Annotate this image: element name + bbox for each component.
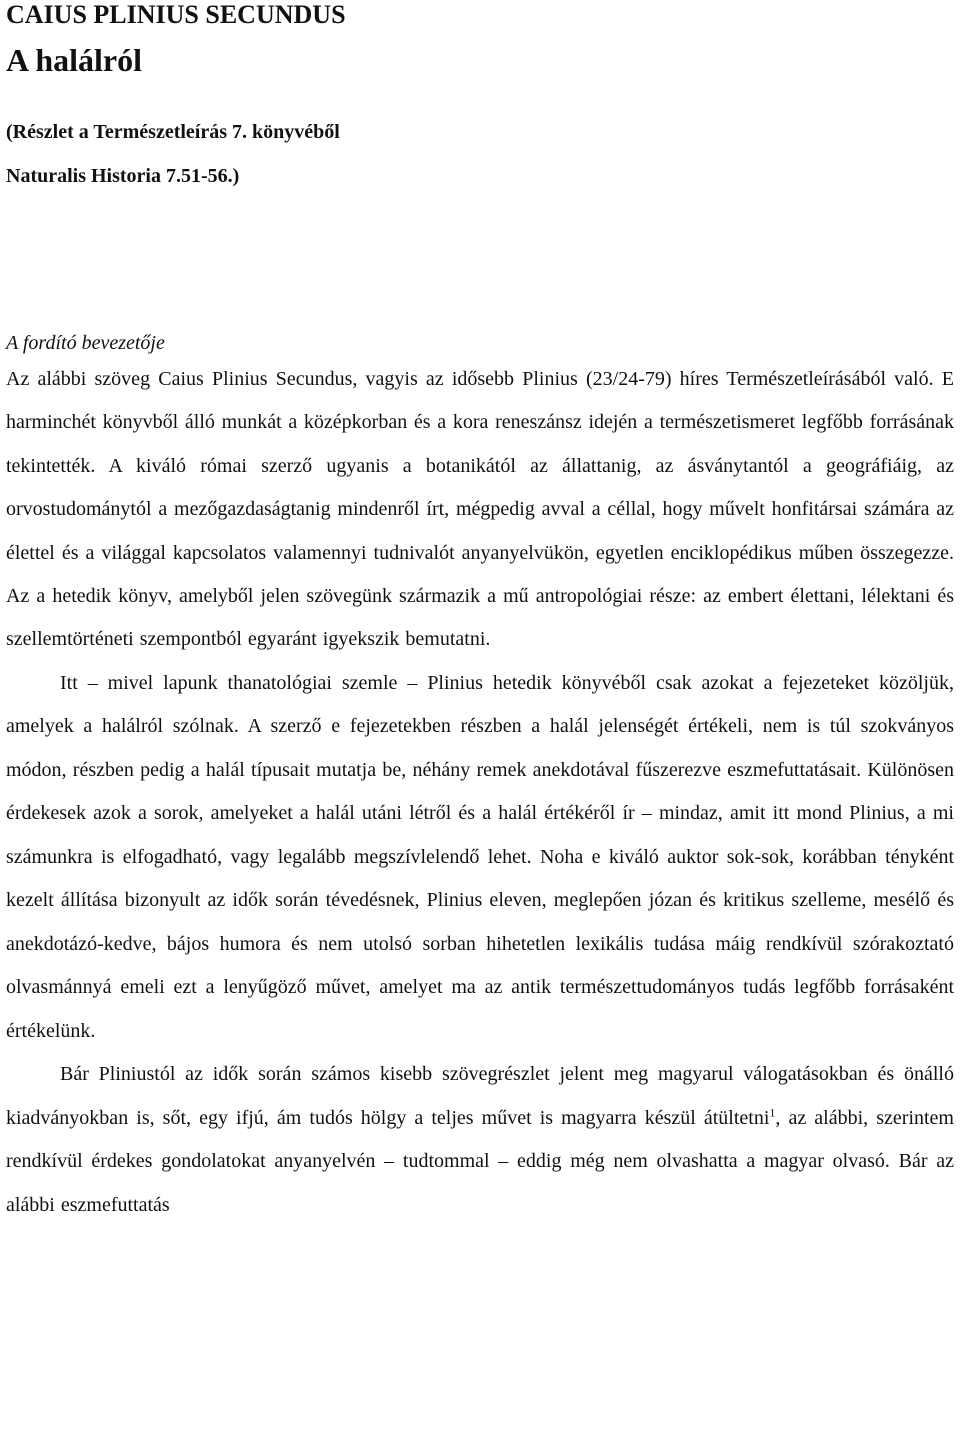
author-heading: CAIUS PLINIUS SECUNDUS — [6, 0, 346, 29]
paragraph-3-text-start: Bár Pliniustól az idők során számos kisebb szövegrészlet jelent meg magyarul válogatásokban és önálló kiadványokban is, sőt, egy ifjú, ám tudós hölgy a teljes művet is magyarra készül átültetni — [6, 1063, 954, 1129]
footnote-mark[interactable]: 1 — [769, 1105, 776, 1120]
page-title: A halálról — [6, 42, 143, 78]
source-line-1: (Részlet a Természetleírás 7. könyvéből — [6, 121, 340, 143]
source-line-2: Naturalis Historia 7.51-56.) — [6, 165, 240, 187]
source-note — [6, 110, 954, 198]
paragraph-3-text-end: , az alábbi, szerintem rendkívül érdekes gondolatokat anyanyelvén – tudtommal – eddig még nem olvashatta a magyar olvasó. Bár az alábbi eszmefuttatás — [6, 1106, 954, 1216]
intro-paragraph-2: Itt – mivel lapunk thanatológiai szemle – Plinius hetedik könyvéből csak azokat a fejezeteket közöljük, amelyek a halálról szólnak. A szerző e fejezetekben részben a halál jelenségét értékeli, nem is túl szokványos módon, részben pedig a halál típusait mutatja be, néhány remek anekdotával fűszerezve eszmefuttatásait. Különösen érdekesek azok a sorok, amelyeket a halál utáni létről és a halál értékéről ír – mindaz, amit itt mond Plinius, a mi számunkra is elfogadható, vagy legalább megszívlelendő lehet. Noha e kiváló auktor sok-sok, korábban tényként kezelt állítása bizonyult az idők során tévedésnek, Plinius eleven, meglepően józan és kritikus szelleme, mesélő és anekdotázó-kedve, bájos humora és nem utolsó sorban hihetetlen lexikális tudása máig rendkívül szórakoztató olvasmánnyá emeli ezt a lenyűgöző művet, amelyet ma az antik természettudományos tudás legfőbb forrásaként értékelünk. — [6, 671, 954, 1042]
intro-paragraph-3 — [6, 1053, 954, 1227]
document-page — [6, 0, 954, 1227]
intro-paragraph-1: Az alábbi szöveg Caius Plinius Secundus, vagyis az idősebb Plinius (23/24-79) híres Természetleírásából való. E harminchét könyvből álló munkát a középkorban és a kora reneszánsz idején a természetismeret legfőbb forrásának tekintették. A kiváló római szerző ugyanis a botanikától az állattanig, az ásványtantól a geográfiáig, az orvostudománytól a mezőgazdaságtanig mindenről írt, mégpedig avval a céllal, hogy művelt honfitársai számára az élettel és a világgal kapcsolatos valamennyi tudnivalót anyanyelvükön, egyetlen enciklopédikus műben összegezze. Az a hetedik könyv, amelyből jelen szövegünk származik a mű antropológiai része: az embert élettani, lélektani és szellemtörténeti szempontból egyaránt igyekszik bemutatni. — [6, 368, 954, 651]
intro-heading: A fordító bevezetője — [6, 332, 165, 354]
